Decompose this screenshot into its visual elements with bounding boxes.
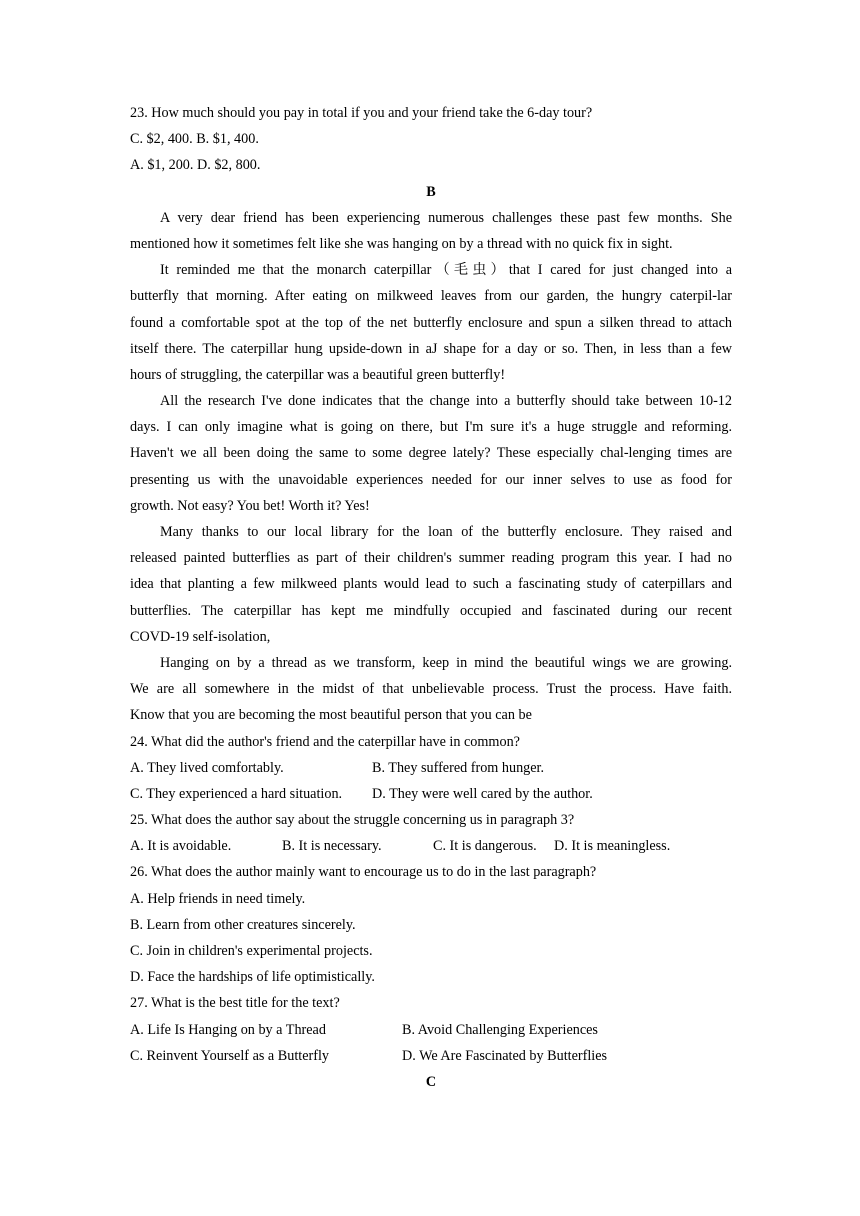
option-c: C. Reinvent Yourself as a Butterfly	[130, 1047, 329, 1064]
paragraph-line: It reminded me that the monarch caterpillar（毛虫）that I cared for just changed into a	[160, 262, 732, 279]
paragraph-line: Know that you are becoming the most beautiful person that you can be	[130, 707, 532, 724]
option-b: B. Avoid Challenging Experiences	[402, 1021, 598, 1038]
option-a: A. It is avoidable.	[130, 838, 232, 855]
passage-paragraph-1	[130, 205, 732, 257]
paragraph-line: found a comfortable spot at the top of the net butterfly enclosure and spun a silken thread to attach	[130, 314, 732, 331]
option-b: B. Learn from other creatures sincerely.	[130, 916, 356, 933]
paragraph-line: hours of struggling, the caterpillar was a beautiful green butterfly!	[130, 366, 506, 383]
passage-paragraph-2	[130, 257, 732, 388]
option-d: D. It is meaningless.	[554, 838, 671, 855]
option-c: C. It is dangerous.	[433, 838, 537, 855]
paragraph-line: itself there. The caterpillar hung upside-down in aJ shape for a day or so. Then, in less than a few	[130, 340, 732, 357]
question-25: 25. What does the author say about the struggle concerning us in paragraph 3?	[130, 812, 575, 829]
paragraph-line: Haven't we all been doing the same to some degree lately? These especially chal-lenging times are	[130, 445, 732, 462]
paragraph-line: butterflies. The caterpillar has kept me mindfully occupied and fascinated during our recent	[130, 602, 732, 619]
option-d: D. We Are Fascinated by Butterflies	[402, 1047, 608, 1064]
paragraph-line: idea that planting a few milkweed plants would lead to such a fascinating study of caterpillars and	[130, 576, 732, 593]
question-27: 27. What is the best title for the text?	[130, 995, 340, 1012]
question-27-options-row-2	[130, 1043, 732, 1069]
paragraph-line: presenting us with the unavoidable experiences needed for our inner selves to use as food for	[130, 471, 732, 488]
option-a: A. Help friends in need timely.	[130, 890, 306, 907]
option-b: B. They suffered from hunger.	[372, 759, 545, 776]
question-23-options-line-2: A. $1, 200. D. $2, 800.	[130, 157, 261, 174]
paragraph-line: mentioned how it sometimes felt like she was hanging on by a thread with no quick fix in sight.	[130, 235, 673, 252]
option-d: D. They were well cared by the author.	[372, 785, 593, 802]
section-b-heading: B	[426, 183, 436, 200]
passage-paragraph-5	[130, 650, 732, 729]
question-23: 23. How much should you pay in total if you and your friend take the 6-day tour?	[130, 105, 593, 121]
question-24-options-row-2	[130, 781, 732, 807]
document-page	[130, 100, 732, 1095]
option-c: C. They experienced a hard situation.	[130, 785, 343, 802]
paragraph-line: Hanging on by a thread as we transform, keep in mind the beautiful wings we are growing.	[160, 654, 732, 671]
paragraph-line: butterfly that morning. After eating on milkweed leaves from our garden, the hungry caterpil-lar	[130, 288, 732, 305]
paragraph-line: released painted butterflies as part of their children's summer reading program this year. I had no	[130, 550, 732, 567]
option-a: A. Life Is Hanging on by a Thread	[130, 1021, 326, 1038]
passage-paragraph-3	[130, 388, 732, 519]
passage-paragraph-4	[130, 519, 732, 650]
section-c-heading: C	[425, 1073, 437, 1090]
paragraph-line: A very dear friend has been experiencing numerous challenges these past few months. She	[160, 209, 732, 226]
paragraph-line: days. I can only imagine what is going on there, but I'm sure it's a huge struggle and reforming.	[130, 419, 732, 436]
paragraph-line: We are all somewhere in the midst of that unbelievable process. Trust the process. Have faith.	[130, 681, 732, 698]
option-d: D. Face the hardships of life optimistically.	[130, 969, 375, 986]
paragraph-line: All the research I've done indicates that the change into a butterfly should take between 10-12	[160, 393, 732, 410]
question-27-options-row-1	[130, 1017, 732, 1043]
paragraph-line: COVD-19 self-isolation,	[130, 628, 271, 645]
question-24-options-row-1	[130, 755, 732, 781]
question-23-options-line-1: C. $2, 400. B. $1, 400.	[130, 131, 259, 148]
option-a: A. They lived comfortably.	[130, 759, 284, 776]
paragraph-line: Many thanks to our local library for the loan of the butterfly enclosure. They raised and	[160, 524, 732, 540]
option-b: B. It is necessary.	[282, 838, 382, 855]
question-25-options	[130, 833, 732, 859]
question-24: 24. What did the author's friend and the caterpillar have in common?	[130, 733, 520, 750]
question-26: 26. What does the author mainly want to encourage us to do in the last paragraph?	[130, 864, 597, 881]
paragraph-line: growth. Not easy? You bet! Worth it? Yes!	[130, 497, 370, 514]
option-c: C. Join in children's experimental projects.	[130, 943, 373, 959]
